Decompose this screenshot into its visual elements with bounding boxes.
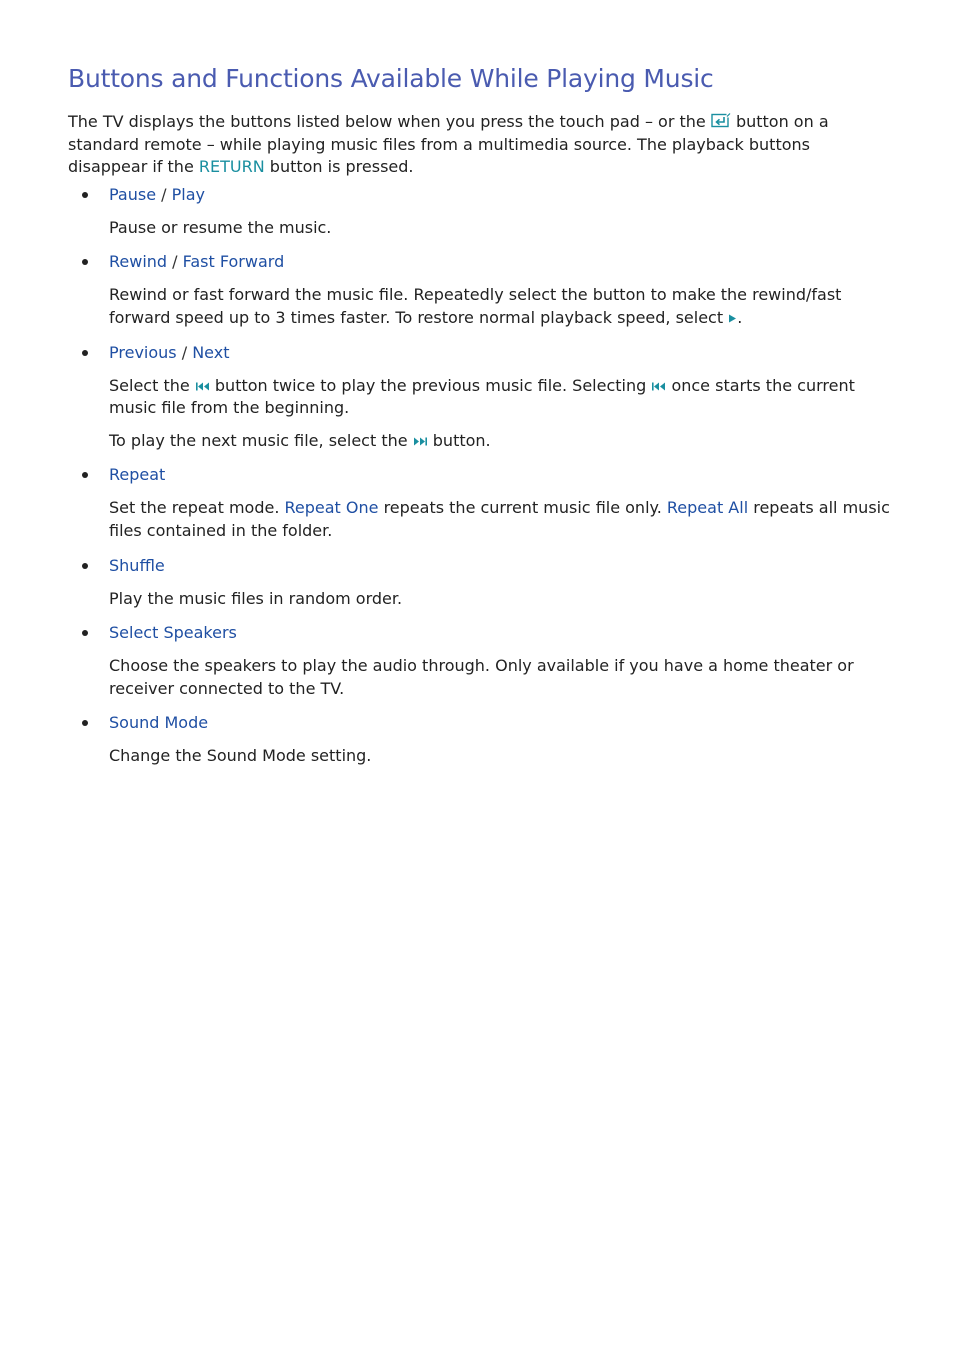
term-pause: Pause [109, 184, 157, 204]
term-select-speakers: Select Speakers [109, 623, 237, 643]
skip-previous-icon [195, 381, 210, 392]
skip-previous-icon [651, 381, 666, 392]
item-title [109, 251, 892, 273]
title-separator: / [167, 252, 183, 272]
item-title [109, 555, 892, 577]
button-list [68, 184, 892, 768]
list-item-select-speakers [68, 622, 892, 700]
intro-paragraph [68, 111, 892, 179]
term-repeat-all: Repeat All [666, 498, 749, 518]
enter-icon [711, 113, 731, 128]
return-button-label: RETURN [198, 157, 265, 177]
bullet-icon [82, 627, 88, 639]
page-title: Buttons and Functions Available While Playing Music [68, 64, 714, 93]
item-description: Pause or resume the music. [109, 217, 332, 237]
item-title [109, 712, 892, 734]
term-sound-mode: Sound Mode [109, 713, 209, 733]
bullet-icon [82, 560, 88, 572]
title-separator: / [176, 342, 193, 362]
term-next: Next [192, 342, 230, 362]
term-shuffle: Shuffle [109, 555, 165, 575]
intro-text-1: The TV displays the buttons listed below when you press the touch pad – or the [68, 112, 706, 131]
intro-text-2: button on a standard remote – while playing music files from a multimedia source. The playback buttons disappear if the [68, 112, 829, 177]
description-text: Rewind or fast forward the music file. Repeatedly select the button to make the rewind/fast forward speed up to 3 times faster. To restore normal playback speed, select [109, 285, 842, 327]
term-repeat-one: Repeat One [284, 498, 379, 518]
item-title [109, 622, 892, 644]
item-title [109, 464, 892, 486]
list-item-sound-mode [68, 712, 892, 768]
term-fast-forward: Fast Forward [182, 252, 285, 272]
item-description: Choose the speakers to play the audio through. Only available if you have a home theater or receiver connected to the TV. [109, 656, 854, 698]
list-item-repeat [68, 464, 892, 542]
item-description-next [109, 430, 892, 453]
item-description: Change the Sound Mode setting. [109, 746, 372, 766]
item-title [109, 342, 892, 364]
description-text: button twice to play the previous music file. Selecting [214, 375, 647, 395]
term-repeat: Repeat [109, 465, 166, 485]
description-text: repeats the current music file only. [383, 498, 662, 518]
term-play: Play [171, 184, 205, 204]
bullet-icon [82, 717, 88, 729]
intro-text-3: button is pressed. [269, 157, 414, 177]
description-text: once starts the current music file from the beginning. [109, 375, 855, 418]
list-item-previous-next [68, 342, 892, 453]
bullet-icon [82, 469, 88, 481]
item-description [109, 284, 892, 329]
title-separator: / [156, 184, 172, 204]
item-title [109, 184, 892, 206]
item-description: Play the music files in random order. [109, 588, 403, 608]
term-rewind: Rewind [109, 252, 168, 272]
description-text: button. [432, 430, 491, 450]
description-text: Select the [109, 375, 190, 395]
item-description-previous [109, 375, 892, 420]
item-description [109, 497, 892, 542]
bullet-icon [82, 256, 88, 268]
page-content [68, 62, 892, 780]
play-icon [728, 313, 737, 324]
list-item-rewind-fast-forward [68, 251, 892, 329]
skip-next-icon [413, 436, 428, 447]
description-text: Set the repeat mode. [109, 498, 280, 518]
bullet-icon [82, 189, 88, 201]
list-item-pause-play [68, 184, 892, 240]
term-previous: Previous [109, 342, 177, 362]
description-text: repeats all music files contained in the folder. [109, 498, 890, 540]
description-text: To play the next music file, select the [109, 430, 408, 450]
description-end: . [737, 307, 743, 327]
list-item-shuffle [68, 555, 892, 611]
bullet-icon [82, 347, 88, 359]
